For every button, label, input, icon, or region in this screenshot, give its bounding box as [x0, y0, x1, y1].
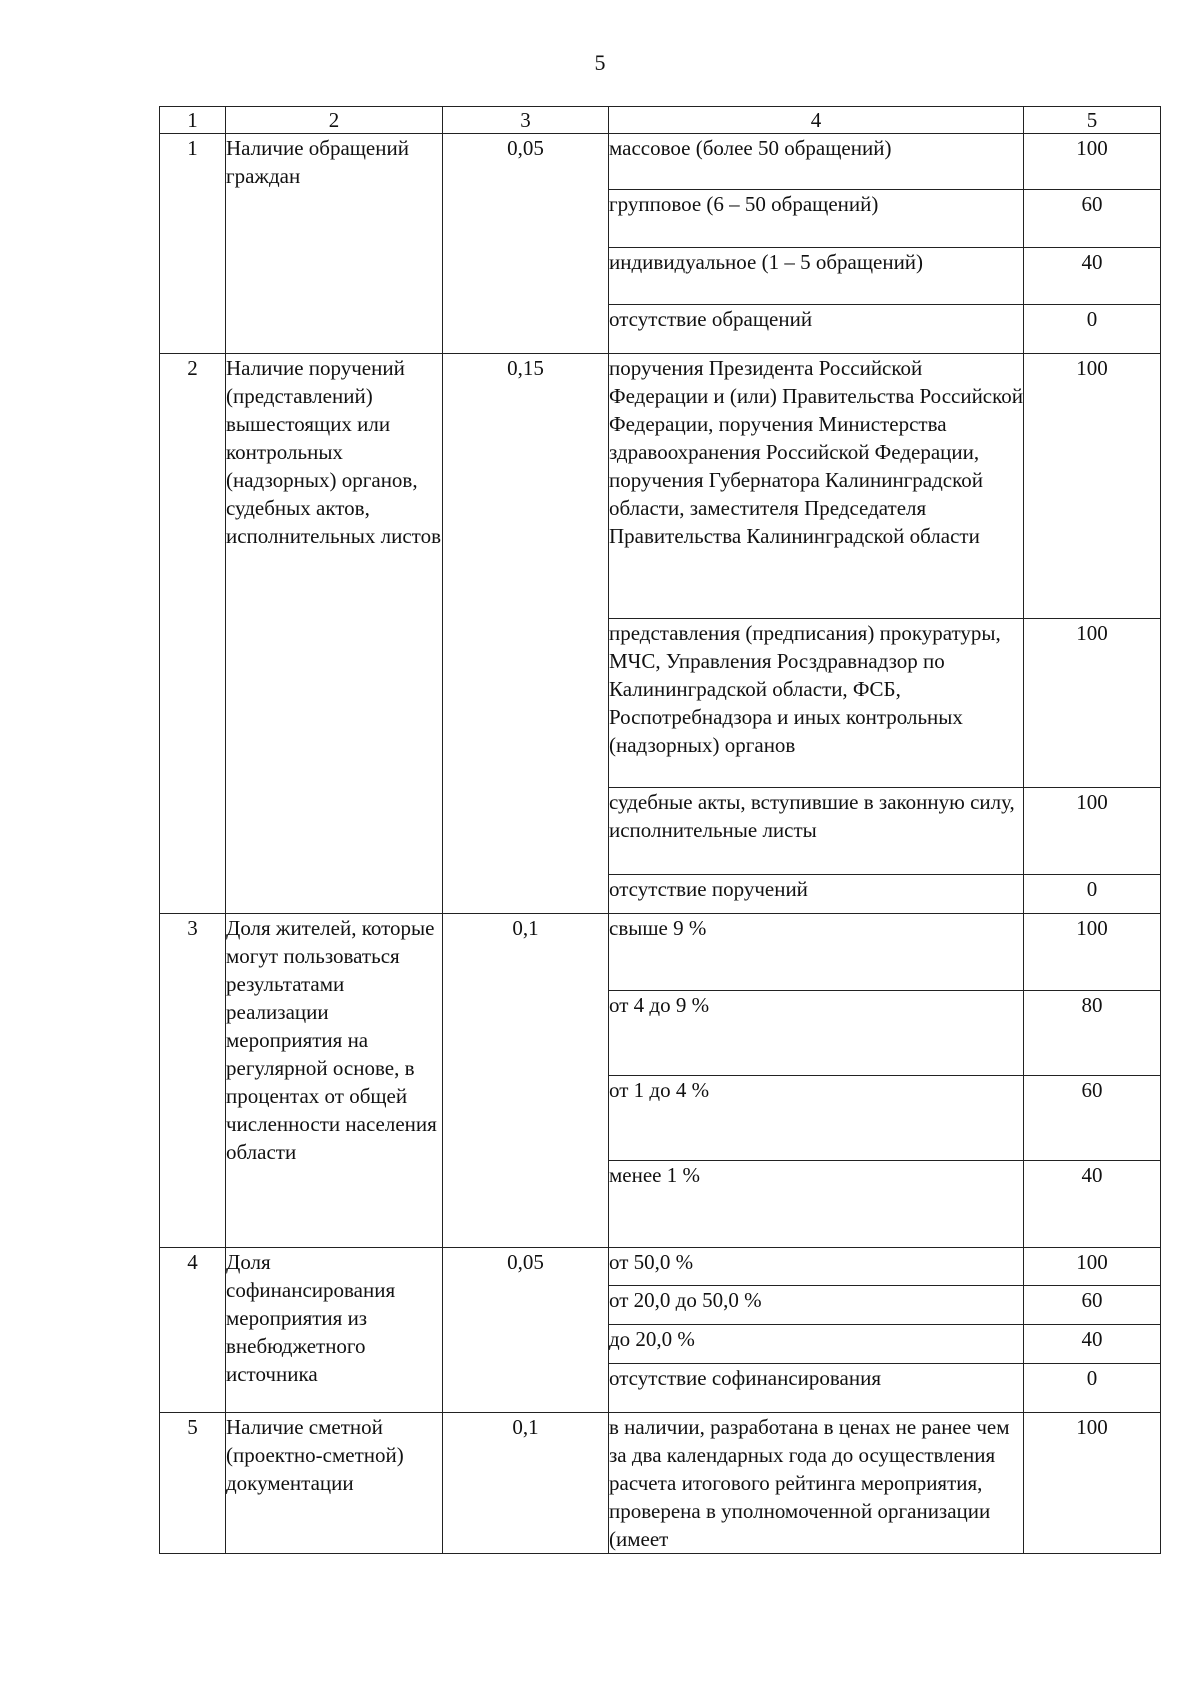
option-score: 40 — [1024, 1161, 1161, 1248]
criterion-weight: 0,05 — [443, 134, 609, 354]
criterion-name: Наличие поручений (представлений) вышестоящих или контрольных (надзорных) органов, судебных актов, исполнительных листов — [226, 354, 443, 914]
option-text: от 20,0 до 50,0 % — [609, 1286, 1024, 1325]
option-score: 100 — [1024, 914, 1161, 991]
table-row — [160, 354, 1161, 619]
criterion-number: 2 — [160, 354, 226, 914]
option-text: судебные акты, вступившие в законную силу, исполнительные листы — [609, 788, 1024, 875]
option-score: 100 — [1024, 788, 1161, 875]
table-row — [160, 914, 1161, 991]
option-score: 0 — [1024, 1364, 1161, 1413]
criterion-number: 3 — [160, 914, 226, 1248]
option-text: отсутствие софинансирования — [609, 1364, 1024, 1413]
option-score: 60 — [1024, 1076, 1161, 1161]
option-score: 40 — [1024, 248, 1161, 305]
option-text: от 1 до 4 % — [609, 1076, 1024, 1161]
option-score: 80 — [1024, 991, 1161, 1076]
criterion-number: 4 — [160, 1248, 226, 1413]
option-text: поручения Президента Российской Федерации и (или) Правительства Российской Федерации, поручения Министерства здравоохранения Российской Федерации, поручения Губернатора Калининградской области, заместителя Председателя Правительства Калининградской области — [609, 354, 1024, 619]
option-score: 40 — [1024, 1325, 1161, 1364]
header-col-2: 2 — [226, 107, 443, 134]
option-text: менее 1 % — [609, 1161, 1024, 1248]
criterion-number: 1 — [160, 134, 226, 354]
criterion-name: Доля софинансирования мероприятия из внебюджетного источника — [226, 1248, 443, 1413]
option-text: свыше 9 % — [609, 914, 1024, 991]
option-text: представления (предписания) прокуратуры, МЧС, Управления Росздравнадзор по Калининградской области, ФСБ, Роспотребнадзора и иных контрольных (надзорных) органов — [609, 619, 1024, 788]
table-row — [160, 1413, 1161, 1554]
criterion-number: 5 — [160, 1413, 226, 1554]
table-row — [160, 1248, 1161, 1286]
criteria-table — [159, 106, 1161, 1554]
page-number: 5 — [594, 50, 606, 75]
option-score: 60 — [1024, 190, 1161, 248]
criterion-weight: 0,15 — [443, 354, 609, 914]
criterion-name: Наличие сметной (проектно-сметной) документации — [226, 1413, 443, 1554]
option-score: 60 — [1024, 1286, 1161, 1325]
option-score: 100 — [1024, 1413, 1161, 1554]
criterion-weight: 0,1 — [443, 1413, 609, 1554]
option-score: 100 — [1024, 1248, 1161, 1286]
table-header-row — [160, 107, 1161, 134]
option-text: от 50,0 % — [609, 1248, 1024, 1286]
option-text: от 4 до 9 % — [609, 991, 1024, 1076]
option-text: массовое (более 50 обращений) — [609, 134, 1024, 190]
option-score: 100 — [1024, 134, 1161, 190]
option-text: индивидуальное (1 – 5 обращений) — [609, 248, 1024, 305]
option-score: 0 — [1024, 305, 1161, 354]
option-text: до 20,0 % — [609, 1325, 1024, 1364]
option-text: отсутствие поручений — [609, 875, 1024, 914]
option-score: 0 — [1024, 875, 1161, 914]
header-col-4: 4 — [609, 107, 1024, 134]
header-col-5: 5 — [1024, 107, 1161, 134]
criterion-name: Доля жителей, которые могут пользоваться результатами реализации мероприятия на регулярной основе, в процентах от общей численности населения области — [226, 914, 443, 1248]
criterion-weight: 0,05 — [443, 1248, 609, 1413]
table-row — [160, 134, 1161, 190]
option-text: групповое (6 – 50 обращений) — [609, 190, 1024, 248]
criterion-weight: 0,1 — [443, 914, 609, 1248]
criterion-name: Наличие обращений граждан — [226, 134, 443, 354]
option-text: в наличии, разработана в ценах не ранее чем за два календарных года до осуществления расчета итогового рейтинга мероприятия, проверена в уполномоченной организации (имеет — [609, 1413, 1024, 1554]
header-col-3: 3 — [443, 107, 609, 134]
option-score: 100 — [1024, 619, 1161, 788]
option-score: 100 — [1024, 354, 1161, 619]
option-text: отсутствие обращений — [609, 305, 1024, 354]
header-col-1: 1 — [160, 107, 226, 134]
